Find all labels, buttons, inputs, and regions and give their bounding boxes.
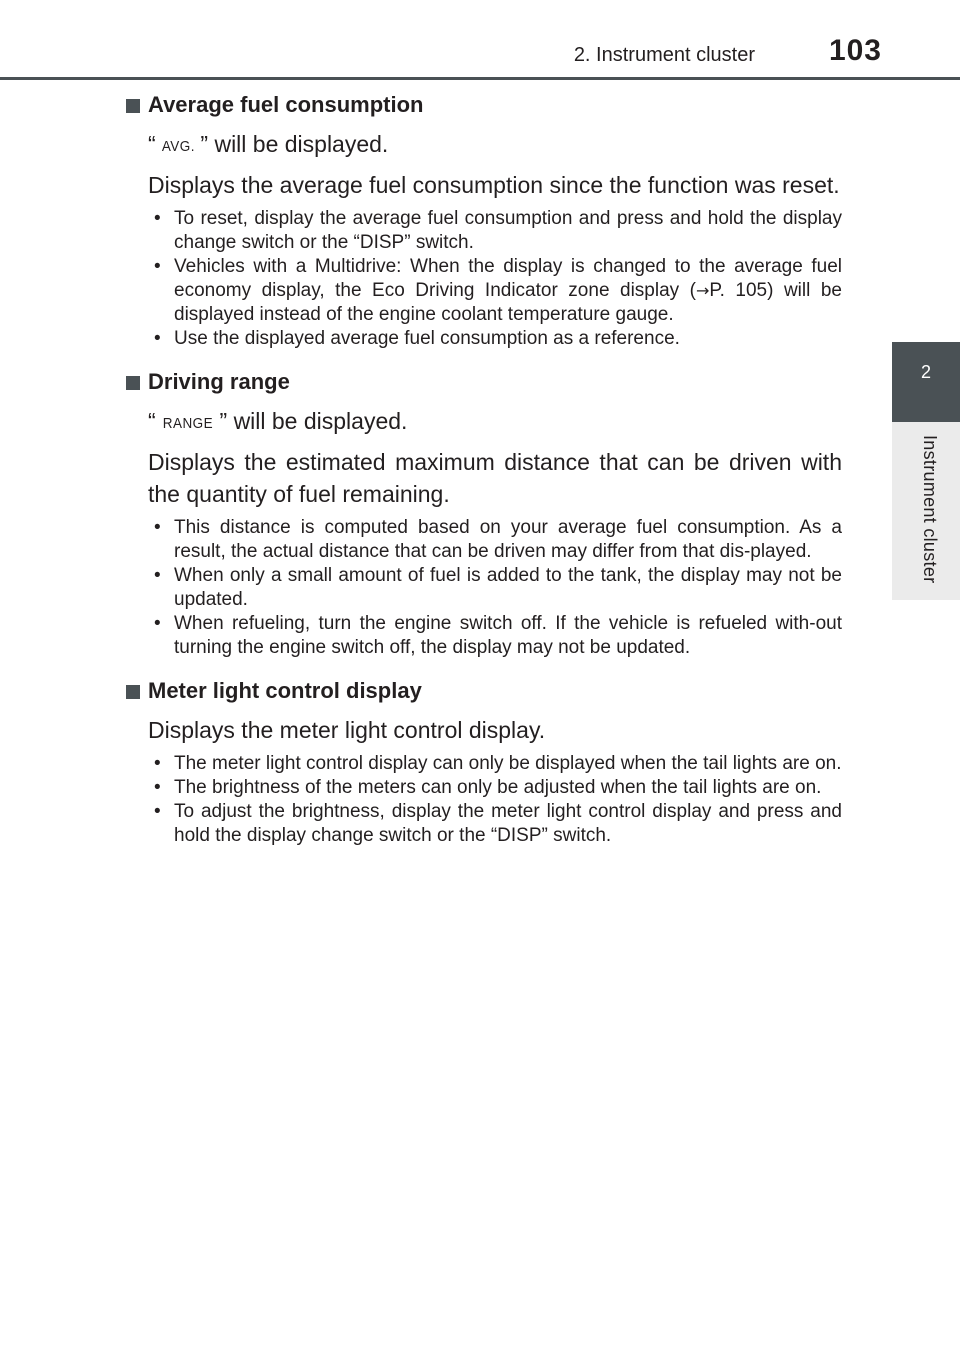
page-header <box>0 0 960 80</box>
section-description: Displays the meter light control display. <box>148 717 546 743</box>
quote-open: “ <box>148 408 156 434</box>
list-item-text: This distance is computed based on your average fuel consumption. As a result, the actual distance that can be driven may differ from that dis-played. <box>174 517 842 562</box>
bullet-list <box>148 207 842 351</box>
display-indicator-line <box>148 128 842 163</box>
section-description: Displays the estimated maximum distance that can be driven with the quantity of fuel remaining. <box>148 449 842 507</box>
page-reference: P. 105) will be displayed instead of the engine coolant temperature gauge. <box>174 280 842 325</box>
square-bullet-icon <box>126 376 140 390</box>
bullet-list <box>148 752 842 848</box>
quote-open: “ <box>148 131 156 157</box>
section-description: Displays the average fuel consumption since the function was reset. <box>148 172 840 198</box>
list-item <box>148 207 842 255</box>
display-text-range: RANGE <box>162 415 213 432</box>
heading-text: Average fuel consumption <box>148 92 424 117</box>
list-item <box>148 800 842 848</box>
list-item-text: When refueling, turn the engine switch off. If the vehicle is refueled with-out turning the engine switch off, the display may not be updated. <box>174 613 842 658</box>
square-bullet-icon <box>126 685 140 699</box>
list-item-text: When only a small amount of fuel is added to the tank, the display may not be updated. <box>174 565 842 610</box>
list-item-text: To reset, display the average fuel consumption and press and hold the display change switch or the “DISP” switch. <box>174 208 842 253</box>
chapter-title: Instrument cluster <box>920 435 940 584</box>
section-meter-light <box>126 676 842 848</box>
chapter-number: 2 <box>920 362 931 382</box>
heading-text: Driving range <box>148 369 290 394</box>
display-indicator-line <box>148 405 842 440</box>
bullet-list <box>148 516 842 660</box>
quote-rest: ” will be displayed. <box>219 408 408 434</box>
list-item <box>148 516 842 564</box>
section-heading <box>126 367 842 397</box>
bullet-dot: • <box>154 328 161 349</box>
list-item-text: Use the displayed average fuel consumption as a reference. <box>174 328 680 349</box>
section-title: 2. Instrument cluster <box>573 44 755 66</box>
heading-text: Meter light control display <box>148 678 422 703</box>
section-heading <box>126 90 842 120</box>
list-item-text: The meter light control display can only be displayed when the tail lights are on. <box>174 753 842 774</box>
bullet-dot: • <box>154 777 161 798</box>
bullet-dot: • <box>154 753 161 774</box>
list-item <box>148 255 842 327</box>
list-item <box>148 327 842 351</box>
bullet-dot: • <box>154 208 161 229</box>
section-heading <box>126 676 842 706</box>
bullet-dot: • <box>154 256 161 277</box>
bullet-dot: • <box>154 613 161 634</box>
list-item <box>148 612 842 660</box>
page-content <box>126 90 842 864</box>
list-item-text: To adjust the brightness, display the meter light control display and press and hold the display change switch or the “DISP” switch. <box>174 801 842 846</box>
bullet-dot: • <box>154 517 161 538</box>
list-item-text: Vehicles with a Multidrive: When the display is changed to the average fuel economy display, the Eco Driving Indicator zone display ( <box>174 256 842 301</box>
bullet-dot: • <box>154 801 161 822</box>
bullet-dot: • <box>154 565 161 586</box>
list-item-text: The brightness of the meters can only be adjusted when the tail lights are on. <box>174 777 822 798</box>
list-item <box>148 752 842 776</box>
header-rule <box>0 77 960 80</box>
section-driving-range <box>126 367 842 660</box>
section-average-fuel <box>126 90 842 351</box>
page-number: 103 <box>828 34 882 67</box>
display-text-avg: AVG. <box>161 138 195 155</box>
quote-rest: ” will be displayed. <box>200 131 389 157</box>
square-bullet-icon <box>126 99 140 113</box>
list-item <box>148 564 842 612</box>
arrow-icon: → <box>696 281 710 300</box>
list-item <box>148 776 842 800</box>
